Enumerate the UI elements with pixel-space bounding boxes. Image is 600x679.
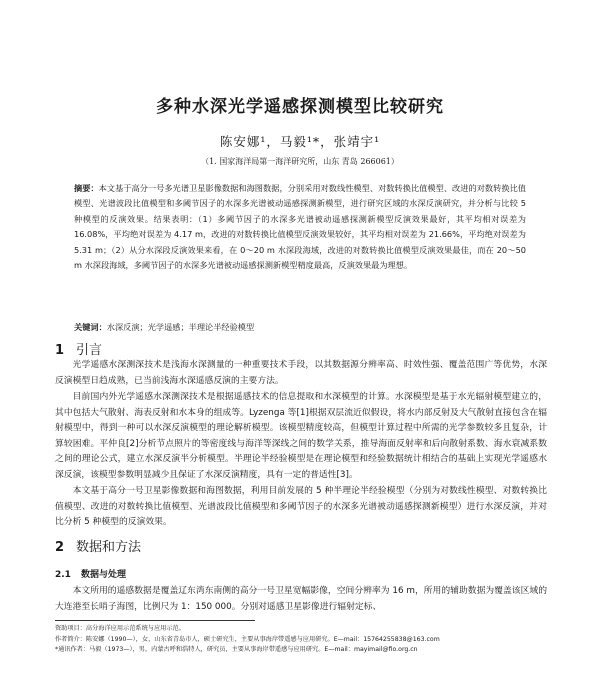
intro-paragraph-1: 光学遥感水深测深技术是浅海水深测量的一种重要技术手段，以其数据源分辨率高、时效性强、覆盖范围广等优势，水深反演模型日趋成熟，已当前浅海水深遥感反演的主要方法。 xyxy=(55,360,547,386)
subsection-heading-data xyxy=(55,567,126,580)
subsection-title: 数据与处理 xyxy=(80,570,126,580)
section-heading-data-methods xyxy=(55,536,141,555)
footnote-divider xyxy=(55,620,255,621)
footnote-author-bio: 作者简介：陈安娜（1990—），女，山东省青岛市人，硕士研究生，主要从事海岸带遥感与应用研究。E—mail：15764255838@163.com xyxy=(55,635,440,643)
footnote-corresponding-author: *通讯作者：马毅（1973—），男，内蒙古呼和浩特人，研究员，主要从事海岸带遥感与应用研究。E—mail：mayimail@fio.org.cn xyxy=(55,646,418,653)
author-list: 陈安娜¹，马毅¹*，张靖宇¹ xyxy=(219,134,381,149)
affiliation: （1. 国家海洋局第一海洋研究所，山东 青岛 266061） xyxy=(201,157,399,166)
subsection-number: 2.1 xyxy=(55,570,71,580)
footnote-funding: 资助项目：高分海洋应用示范系统与应用示范。 xyxy=(55,625,185,632)
footnotes xyxy=(55,624,555,656)
abstract-text: 本文基于高分一号多光谱卫星影像数据和海图数据，分别采用对数线性模型、对数转换比值模型、改进的对数转换比值模型、光谱波段比值模型和多阈节因子的水深多光谱被动遥感探测新模型，进行研究区域的水深反演研究，并分析与比较 5 种模型的反演效果。结果表明：（1）多阈节因子的水深多光谱被动遥感探测新模型反演效果最好，其平均相对误差为 16.08%，平均绝对误差为 4.17 m，改进的对数转换比值模型反演效果较好，其平均相对误差为 21.66%，平均绝对误差为 5.31 m；（2）从分水深段反演效果来看，在 0～20 m 水深段海域，改进的对数转换比值模型反演效果最佳，而在 20～50 m 水深段海域，多阈节因子的水深多光谱被动遥感探测新模型精度最高，反演效果最为理想。 xyxy=(74,183,526,271)
intro-paragraph-3: 本文基于高分一号卫星影像数据和海图数据，利用目前发展的 5 种半理论半经验模型（分别为对数线性模型、对数转换比值模型、改进的对数转换比值模型、光谱波段比值模型和多阈节因子的水深多光谱被动遥感探测新模型）进行水深反演，并对比分析 5 种模型的反演效果。 xyxy=(55,486,547,528)
abstract-label: 摘要： xyxy=(74,183,99,193)
section-heading-introduction xyxy=(55,339,102,358)
intro-paragraph-2: 目前国内外光学遥感水深测深技术是根据遥感技术的信息提取和水深模型的计算。水深模型是基于水光辐射模型建立的，其中包括大气散射、海表反射和水本身的组成等。Lyzenga 等[1]根据双层流近似假设，将水内部反射及大气散射直接包含在辐射模型中，得到一种可以水深反演模型的理论解析模型。该模型精度较高，但模型计算过程中所需的光学参数较多且复杂，计算较困难。平仲良[2]分析节点照片的等密度线与海洋等深线之间的数学关系，推导海面反射率和后向散射系数、海水衰减系数之间的理论公式，建立水深反演半分析模型。半理论半经验模型是在理论模型和经验数据统计相结合的基础上实现光学遥感水深反演，该模型参数明显减少且保证了水深反演精度，具有一定的普适性[3]。 xyxy=(55,392,547,480)
abstract xyxy=(74,181,526,273)
keywords xyxy=(74,322,526,333)
section-number: 2 xyxy=(55,540,65,555)
keywords-text: 水深反演；光学遥感；半理论半经验模型 xyxy=(106,322,255,332)
section-number: 1 xyxy=(55,343,65,358)
data-paragraph-1: 本文所用的遥感数据是覆盖辽东湾东南侧的高分一号卫星宽幅影像，空间分辨率为 16 m，所用的辅助数据为覆盖该区域的大连港至长哨子海图，比例尺为 1：150 000。分别对遥感卫星影像进行辐射定标、 xyxy=(55,586,547,612)
section-title: 数据和方法 xyxy=(76,540,142,555)
keywords-label: 关键词： xyxy=(74,322,107,332)
section-title: 引言 xyxy=(76,343,103,358)
paper-title: 多种水深光学遥感探测模型比较研究 xyxy=(156,97,444,117)
